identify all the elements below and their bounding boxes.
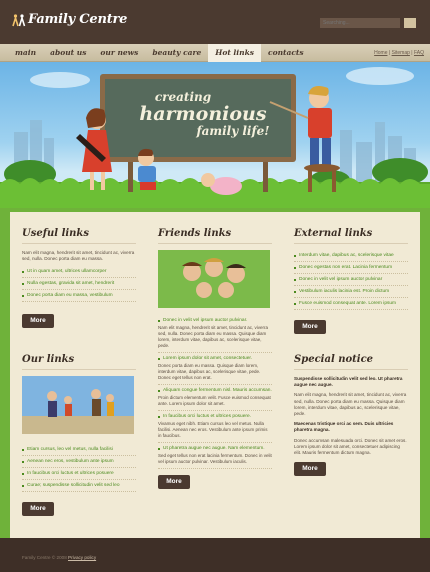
family-outdoor-photo	[22, 376, 134, 434]
our-links-section	[22, 354, 136, 516]
hero-banner	[0, 62, 430, 208]
our-links-list	[22, 444, 136, 492]
friend-text: Vivamus eget nibh. Etiam cursus leo vel metus. Nulla facilisi. Aenean nec eros. Vestibulum ante ipsum primis in faucibus.	[158, 421, 272, 443]
logo[interactable]	[12, 12, 127, 27]
nav-item-main[interactable]: main	[15, 48, 37, 57]
privacy-policy-link[interactable]: Privacy policy	[68, 555, 97, 560]
search-button[interactable]	[404, 18, 416, 28]
friend-link[interactable]: Ut pharetra augue nec augue. Nam elementum.	[158, 446, 272, 451]
external-link[interactable]: Vestibulum iaculis lacinia est. Proin dictum	[294, 286, 408, 298]
friend-link[interactable]: Lorem ipsum dolor sit amet, consectetuer.	[158, 356, 272, 361]
special-notice-more-button[interactable]: More	[294, 462, 326, 476]
hero-line-1: creating	[154, 90, 212, 104]
friends-links-section	[158, 228, 272, 489]
faq-link[interactable]: FAQ	[413, 50, 424, 56]
hero-line-3: family life!	[196, 124, 270, 138]
main-nav	[0, 44, 430, 62]
nav-item-beauty-care[interactable]: beauty care	[152, 48, 202, 57]
family-logo-icon	[12, 13, 26, 27]
useful-link[interactable]: Donec porta diam eu massa, vestibulum	[22, 290, 136, 302]
content-area	[0, 208, 430, 538]
our-link[interactable]: Aenean nec eros, vestibulum ante ipsum	[22, 456, 136, 468]
content-panel	[10, 212, 420, 538]
special-notice-section	[294, 354, 408, 476]
utility-links: Home | Sitemap | FAQ	[374, 50, 424, 56]
our-links-more-button[interactable]: More	[22, 502, 54, 516]
external-links-section	[294, 228, 408, 334]
useful-links-intro: Nam elit magna, hendrerit sit amet, tincidunt ac, viverra sed, nulla. Donec porta diam eu massa.	[22, 250, 135, 262]
copyright-text: Family Centre © 2008	[22, 555, 67, 560]
search-bar	[320, 18, 416, 28]
friend-text: Nam elit magna, hendrerit sit amet, tincidunt ac, viverra sed, nulla. Donec porta diam eu massa. Quisque diam lorem, interdum vitae, dapibus ac, scelerisque vitae, pede.	[158, 325, 272, 353]
our-link[interactable]: Etiam cursus, leo vel metus, nulla facilisi	[22, 444, 136, 456]
friend-link[interactable]: In faucibus orci luctus et ultrices posuere.	[158, 414, 272, 419]
useful-links-section	[22, 228, 136, 328]
footer	[0, 538, 430, 572]
logo-text: Family Centre	[28, 12, 128, 27]
external-link[interactable]: Interdum vitae, dapibus ac, scelerisque vitae	[294, 250, 408, 262]
external-link[interactable]: Donec egestas non erat. Lacinia fermentum	[294, 262, 408, 274]
friends-links-heading: Friends links	[158, 228, 272, 244]
useful-links-more-button[interactable]: More	[22, 314, 54, 328]
home-link[interactable]: Home	[374, 50, 388, 56]
friend-link[interactable]: Aliquam congue fermentum nisl. Mauris accumsan.	[158, 388, 272, 393]
special-notice-lead-2: Maecenas tristique orci ac sem. Duis ultricies pharetra magna.	[294, 421, 394, 433]
special-notice-heading: Special notice	[294, 354, 408, 370]
special-notice-body-2: Donec accumsan malesuada orci. Donec sit amet eros. Lorem ipsum dolor sit amet, consectetuer adipiscing elit. Mauris fermentum dictum magna.	[294, 437, 407, 456]
friend-link[interactable]: Donec in velit vel ipsum auctor pulvinar.	[158, 318, 272, 323]
nav-item-contacts[interactable]: contacts	[268, 48, 304, 57]
external-link[interactable]: Fusce euismod consequat ante. Lorem ipsum	[294, 298, 408, 310]
search-input[interactable]	[320, 18, 400, 28]
our-link[interactable]: In faucibus orci luctus et ultrices posuere	[22, 468, 136, 480]
useful-links-heading: Useful links	[22, 228, 136, 244]
external-links-heading: External links	[294, 228, 408, 244]
sitemap-link[interactable]: Sitemap	[391, 50, 410, 56]
useful-link[interactable]: Ut in quam amet, ultrices ullamcorper	[22, 266, 136, 278]
header	[0, 0, 430, 44]
our-links-heading: Our links	[22, 354, 136, 370]
nav-item-hot-links[interactable]: Hot links	[208, 44, 261, 62]
family-lying-photo	[158, 250, 270, 308]
nav-item-about-us[interactable]: about us	[50, 48, 87, 57]
nav-item-our-news[interactable]: our news	[100, 48, 139, 57]
hero-line-2: harmonious	[139, 103, 267, 125]
external-link[interactable]: Donec in velit vel ipsum auctor pulvinar	[294, 274, 408, 286]
external-links-more-button[interactable]: More	[294, 320, 326, 334]
useful-link[interactable]: Nulla egestas, gravida sit amet, hendrerit	[22, 278, 136, 290]
special-notice-body-1: Nam elit magna, hendrerit sit amet, tincidunt ac, viverra sed, nulla. Donec porta diam eu massa. Quisque diam lorem, interdum vitae, dapibus ac, scelerisque vitae, pede.	[294, 392, 407, 417]
our-link[interactable]: Curae; suspendisse sollicitudin velit sed leo	[22, 480, 136, 492]
external-links-list	[294, 250, 408, 310]
friend-text: Proin dictum elementum velit. Fusce euismod consequat ante. Lorem ipsum dolor sit amet.	[158, 395, 272, 411]
friends-links-more-button[interactable]: More	[158, 475, 190, 489]
friend-text: Donec porta diam eu massa. Quisque diam lorem, interdum vitae, dapibus ac, scelerisque vitae, pede. Donec eget tellus non erat.	[158, 363, 272, 385]
special-notice-lead: Suspendisse sollicitudin velit sed leo. Ut pharetra augue nec augue.	[294, 376, 403, 388]
useful-links-list	[22, 266, 136, 302]
friend-text: Sed eget tellus non erat lacinia fermentum. Donec in velit vel ipsum auctor pulvinar. Vestibulum iaculis.	[158, 453, 272, 469]
